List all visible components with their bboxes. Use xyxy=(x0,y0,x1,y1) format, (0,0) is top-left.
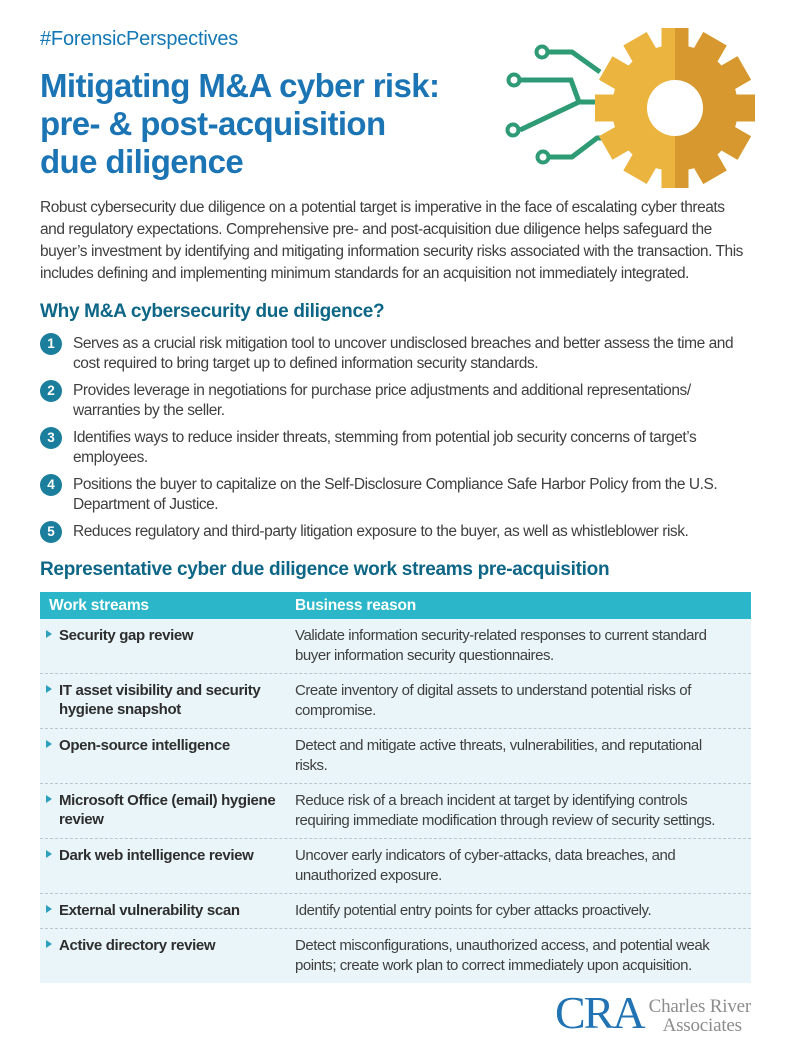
why-list xyxy=(40,333,751,543)
workstreams-section-heading: Representative cyber due diligence work streams pre-acquisition xyxy=(40,559,610,580)
work-stream-cell xyxy=(40,900,295,921)
table-body xyxy=(40,619,751,983)
business-reason-cell: Create inventory of digital assets to understand potential risks of compromise. xyxy=(295,682,691,719)
list-item xyxy=(40,333,751,374)
table-header-row xyxy=(40,592,751,619)
work-stream-cell xyxy=(40,845,295,886)
work-stream-label: Microsoft Office (email) hygiene review xyxy=(59,792,276,828)
work-stream-label: IT asset visibility and security hygiene snapshot xyxy=(59,682,261,718)
business-reason-cell: Detect misconfigurations, unauthorized access, and potential weak points; create work plan to correct immediately upon acquisition. xyxy=(295,937,710,974)
list-item-text: Reduces regulatory and third-party litigation exposure to the buyer, as well as whistleblower risk. xyxy=(73,523,689,540)
list-item xyxy=(40,427,751,468)
page-title-line-2: pre- & post-acquisition xyxy=(40,105,386,142)
workstreams-table xyxy=(40,592,751,983)
number-badge: 3 xyxy=(40,427,62,449)
why-section-heading: Why M&A cybersecurity due diligence? xyxy=(40,301,385,322)
cra-company-line-2: Associates xyxy=(662,1015,742,1036)
cra-logo xyxy=(555,987,751,1038)
work-stream-cell xyxy=(40,735,295,776)
intro-paragraph: Robust cybersecurity due diligence on a potential target is imperative in the face of escalating cyber threats and regulatory expectations. Comprehensive pre- and post-acquisition due diligence helps safeguard the buyer’s investment by identifying and mitigating information security risks associated with the transaction. This includes defining and implementing minimum standards for an acquisition not immediately integrated. xyxy=(40,199,743,282)
work-stream-label: Active directory review xyxy=(59,937,216,954)
page-title-line-1: Mitigating M&A cyber risk: xyxy=(40,67,440,104)
work-stream-label: External vulnerability scan xyxy=(59,902,240,919)
work-stream-cell xyxy=(40,790,295,831)
table-row xyxy=(40,728,751,783)
work-stream-label: Dark web intelligence review xyxy=(59,847,254,864)
arrow-bullet-icon xyxy=(46,850,52,858)
page-footer xyxy=(40,987,751,1038)
business-reason-cell: Uncover early indicators of cyber-attacks, data breaches, and unauthorized exposure. xyxy=(295,847,676,884)
business-reason-cell: Reduce risk of a breach incident at target by identifying controls requiring immediate modification through review of security settings. xyxy=(295,792,715,829)
business-reason-cell: Detect and mitigate active threats, vulnerabilities, and reputational risks. xyxy=(295,737,702,774)
arrow-bullet-icon xyxy=(46,740,52,748)
page-title xyxy=(40,67,490,181)
number-badge: 5 xyxy=(40,521,62,543)
work-stream-label: Security gap review xyxy=(59,627,194,644)
work-stream-cell xyxy=(40,680,295,721)
table-row xyxy=(40,838,751,893)
number-badge: 1 xyxy=(40,333,62,355)
business-reason-cell: Identify potential entry points for cyber attacks proactively. xyxy=(295,902,652,919)
hashtag-label: #ForensicPerspectives xyxy=(40,28,239,50)
page-title-line-3: due diligence xyxy=(40,143,244,180)
list-item-text: Positions the buyer to capitalize on the Self-Disclosure Compliance Safe Harbor Policy from the U.S. Department of Justice. xyxy=(73,476,718,513)
table-row xyxy=(40,928,751,983)
arrow-bullet-icon xyxy=(46,630,52,638)
table-row xyxy=(40,673,751,728)
work-stream-cell xyxy=(40,625,295,666)
list-item xyxy=(40,474,751,515)
table-row xyxy=(40,619,751,673)
arrow-bullet-icon xyxy=(46,795,52,803)
business-reason-cell: Validate information security-related responses to current standard buyer information security questionnaires. xyxy=(295,627,707,664)
list-item xyxy=(40,380,751,421)
list-item-text: Provides leverage in negotiations for purchase price adjustments and additional representations/ warranties by the seller. xyxy=(73,382,691,419)
list-item-text: Serves as a crucial risk mitigation tool to uncover undisclosed breaches and better assess the time and cost required to bring target up to defined information security standards. xyxy=(73,335,734,372)
column-header-work-streams: Work streams xyxy=(49,596,149,614)
list-item xyxy=(40,521,751,543)
cra-company-name xyxy=(649,991,751,1035)
list-item-text: Identifies ways to reduce insider threats, stemming from potential job security concerns of target’s employees. xyxy=(73,429,697,466)
arrow-bullet-icon xyxy=(46,905,52,913)
work-stream-label: Open-source intelligence xyxy=(59,737,230,754)
arrow-bullet-icon xyxy=(46,940,52,948)
number-badge: 2 xyxy=(40,380,62,402)
work-stream-cell xyxy=(40,935,295,976)
arrow-bullet-icon xyxy=(46,685,52,693)
cra-logo-mark: CRA xyxy=(555,987,644,1038)
table-row xyxy=(40,893,751,928)
column-header-business-reason: Business reason xyxy=(295,596,417,614)
table-row xyxy=(40,783,751,838)
number-badge: 4 xyxy=(40,474,62,496)
cra-company-line-1: Charles River xyxy=(648,996,751,1017)
gear-circuit-icon xyxy=(490,20,770,200)
